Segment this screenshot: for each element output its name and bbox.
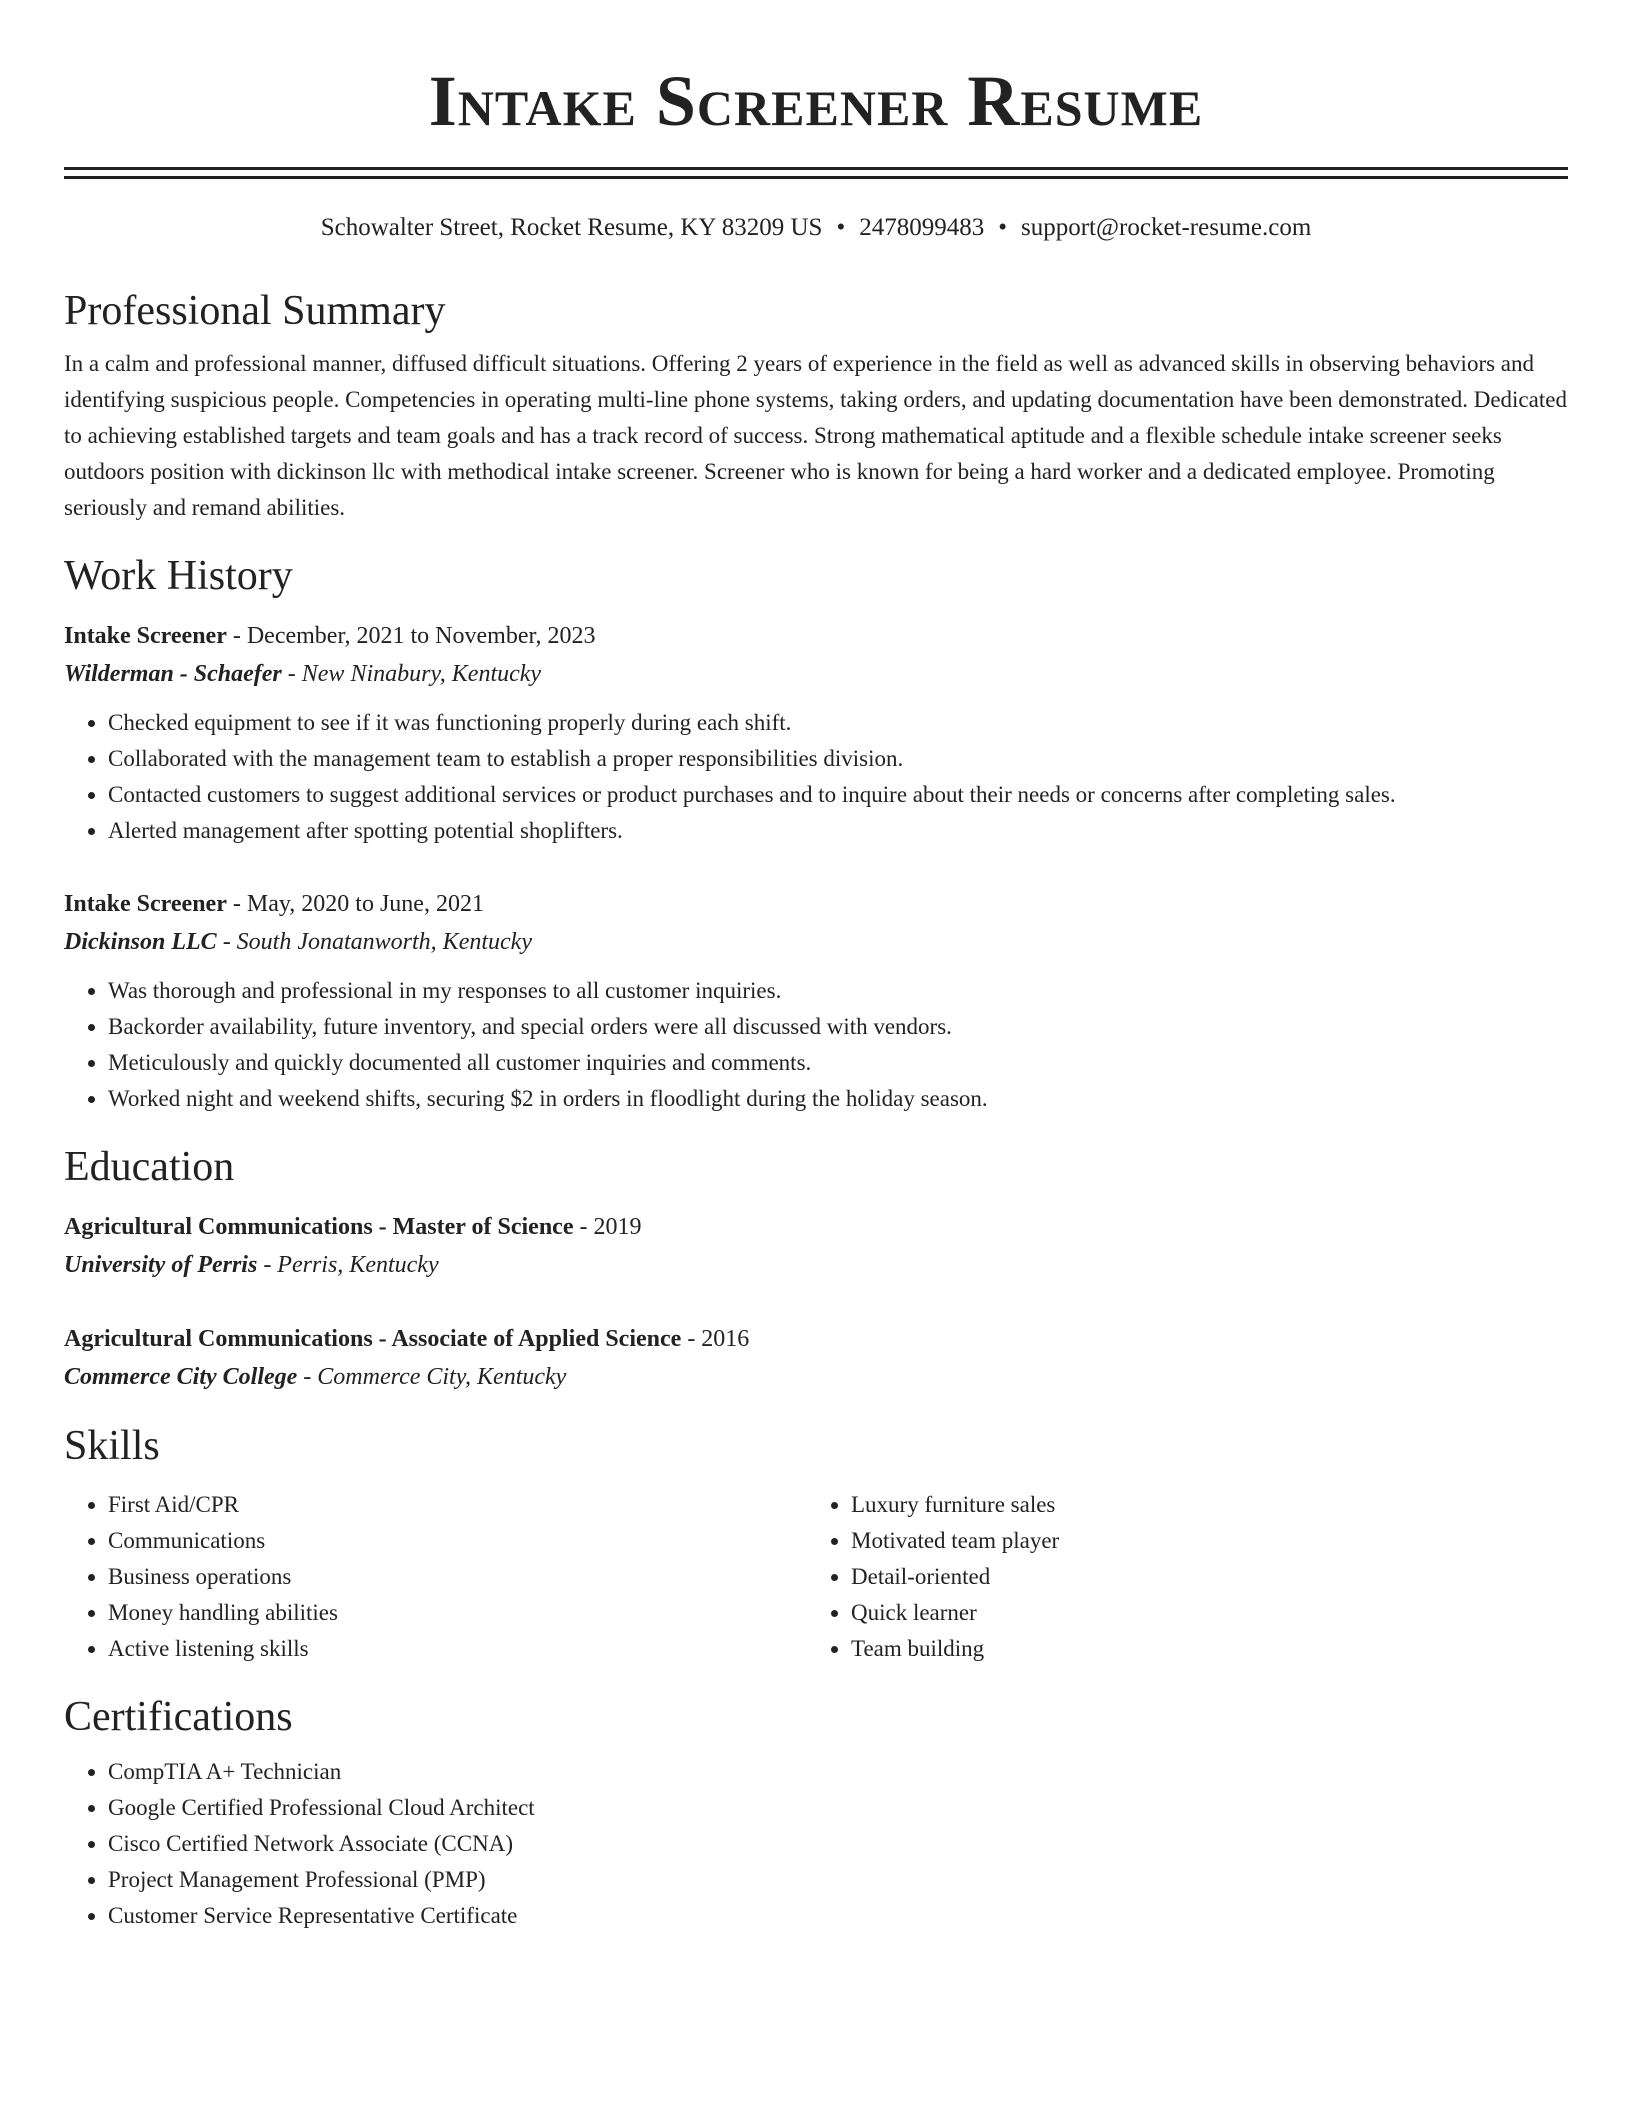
list-item: • Collaborated with the management team to establish a proper responsibilities division. xyxy=(108,741,1568,777)
education-entry xyxy=(64,1320,1568,1396)
certifications-section xyxy=(64,1692,1568,1934)
list-item: • First Aid/CPR xyxy=(108,1487,807,1523)
certifications-list xyxy=(64,1754,1568,1934)
certifications-heading: Certifications xyxy=(64,1694,293,1740)
job-title: Intake Screener xyxy=(64,891,227,917)
degree-year: - 2016 xyxy=(681,1326,750,1352)
degree-name: Agricultural Communications - Master of Science xyxy=(64,1214,574,1240)
list-item: • Worked night and weekend shifts, securing $2 in orders in floodlight during the holiday season. xyxy=(108,1081,1568,1117)
list-item: • Was thorough and professional in my responses to all customer inquiries. xyxy=(108,973,1568,1009)
education-heading: Education xyxy=(64,1144,235,1190)
school-location: - Perris, Kentucky xyxy=(257,1252,439,1278)
contact-email: support@rocket-resume.com xyxy=(1021,214,1312,241)
summary-section xyxy=(64,286,1568,526)
work-history-heading: Work History xyxy=(64,553,293,599)
education-section xyxy=(64,1142,1568,1396)
school-line xyxy=(64,1358,1568,1396)
degree-name: Agricultural Communications - Associate of Applied Science xyxy=(64,1326,682,1352)
spacer xyxy=(64,849,1568,869)
school-name: Commerce City College xyxy=(64,1364,298,1390)
skills-heading: Skills xyxy=(64,1423,160,1469)
list-item: • Meticulously and quickly documented all customer inquiries and comments. xyxy=(108,1045,1568,1081)
list-item: • Contacted customers to suggest additional services or product purchases and to inquire about their needs or concerns after completing sales. xyxy=(108,777,1568,813)
contact-separator: • xyxy=(998,214,1007,241)
contact-address: Schowalter Street, Rocket Resume, KY 83209 US xyxy=(320,214,823,241)
degree-line xyxy=(64,1320,1568,1358)
job-company: Dickinson LLC xyxy=(64,929,217,955)
list-item: • Detail-oriented xyxy=(851,1559,1550,1595)
summary-text: In a calm and professional manner, diffused difficult situations. Offering 2 years of experience in the field as well as advanced skills in observing behaviors and identifying suspicious people. Competencies in operating multi-line phone systems, taking orders, and updating documentation have been demonstrated. Dedicated to achieving established targets and team goals and has a track record of success. Strong mathematical aptitude and a flexible schedule intake screener seeks outdoors position with dickinson llc with methodical intake screener. Screener who is known for being a hard worker and a dedicated employee. Promoting seriously and remand abilities. xyxy=(64,351,1567,520)
list-item: • Google Certified Professional Cloud Architect xyxy=(108,1790,1568,1826)
contact-phone: 2478099483 xyxy=(859,214,985,241)
school-line xyxy=(64,1246,1568,1284)
list-item: • Backorder availability, future inventory, and special orders were all discussed with vendors. xyxy=(108,1009,1568,1045)
job-location: - New Ninabury, Kentucky xyxy=(281,661,542,687)
list-item: • Team building xyxy=(851,1631,1550,1667)
resume-title: Intake Screener Resume xyxy=(428,61,1204,141)
skills-list-left xyxy=(64,1487,807,1667)
job-bullets xyxy=(64,973,1568,1117)
list-item: • CompTIA A+ Technician xyxy=(108,1754,1568,1790)
title-divider xyxy=(64,167,1568,179)
job-title: Intake Screener xyxy=(64,623,227,649)
skills-list-right xyxy=(807,1487,1550,1667)
list-item: • Luxury furniture sales xyxy=(851,1487,1550,1523)
degree-year: - 2019 xyxy=(573,1214,642,1240)
job-company-line xyxy=(64,655,1568,693)
job-company-line xyxy=(64,923,1568,961)
list-item: • Customer Service Representative Certificate xyxy=(108,1898,1568,1934)
list-item: • Business operations xyxy=(108,1559,807,1595)
list-item: • Cisco Certified Network Associate (CCNA) xyxy=(108,1826,1568,1862)
spacer xyxy=(64,1284,1568,1320)
job-bullets xyxy=(64,705,1568,849)
skills-section xyxy=(64,1421,1568,1667)
degree-line xyxy=(64,1208,1568,1246)
contact-line xyxy=(64,212,1568,244)
list-item: • Motivated team player xyxy=(851,1523,1550,1559)
job-location: - South Jonatanworth, Kentucky xyxy=(216,929,532,955)
skills-columns xyxy=(64,1487,1568,1667)
work-history-section xyxy=(64,551,1568,1117)
list-item: • Communications xyxy=(108,1523,807,1559)
list-item: • Active listening skills xyxy=(108,1631,807,1667)
list-item: • Money handling abilities xyxy=(108,1595,807,1631)
list-item: • Alerted management after spotting potential shoplifters. xyxy=(108,813,1568,849)
list-item: • Project Management Professional (PMP) xyxy=(108,1862,1568,1898)
list-item: • Checked equipment to see if it was functioning properly during each shift. xyxy=(108,705,1568,741)
list-item: • Quick learner xyxy=(851,1595,1550,1631)
school-location: - Commerce City, Kentucky xyxy=(297,1364,567,1390)
job-title-line xyxy=(64,617,1568,655)
job-dates: - December, 2021 to November, 2023 xyxy=(226,623,596,649)
job-title-line xyxy=(64,885,1568,923)
education-entry xyxy=(64,1208,1568,1284)
job-entry xyxy=(64,885,1568,1117)
job-dates: - May, 2020 to June, 2021 xyxy=(226,891,484,917)
summary-heading: Professional Summary xyxy=(64,288,446,334)
contact-separator: • xyxy=(836,214,846,241)
job-company: Wilderman - Schaefer xyxy=(64,661,282,687)
job-entry xyxy=(64,617,1568,849)
school-name: University of Perris xyxy=(64,1252,258,1278)
